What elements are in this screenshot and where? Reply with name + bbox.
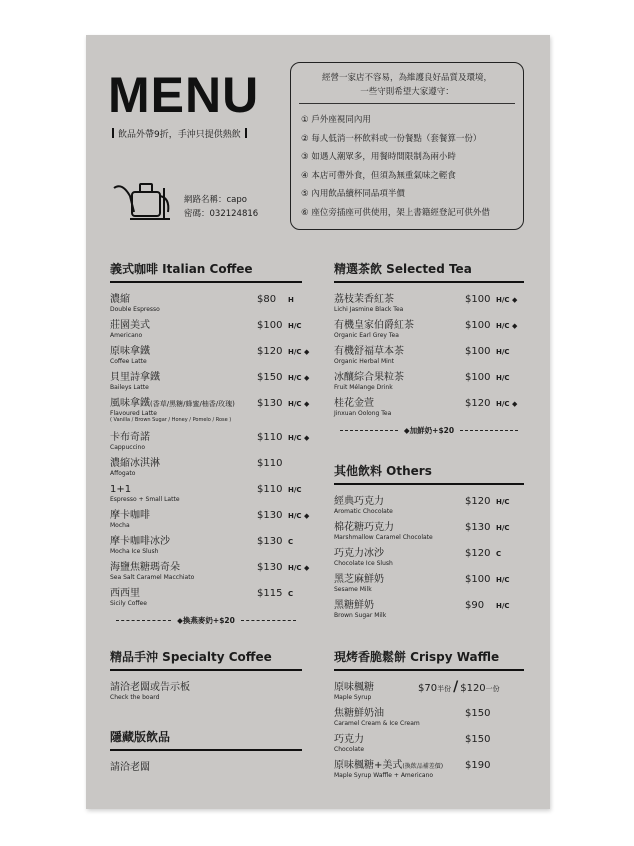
item-tag: H/C bbox=[496, 576, 510, 584]
item-english: Organic Herbal Mint bbox=[334, 358, 394, 365]
item-name: 桂花金萱 bbox=[334, 398, 374, 409]
item-tag: H/C bbox=[496, 374, 510, 382]
wifi-info bbox=[184, 193, 258, 221]
item-english: Sesame Milk bbox=[334, 586, 372, 593]
rules-box bbox=[290, 62, 524, 230]
menu-item bbox=[334, 397, 524, 423]
item-name: 經典巧克力 bbox=[334, 496, 384, 507]
item-price: $100 bbox=[465, 372, 491, 383]
item-tag: H/C ◆ bbox=[496, 322, 518, 330]
item-price: $130 bbox=[257, 398, 283, 409]
item-price: $100 bbox=[465, 574, 491, 585]
item-name: 西西里 bbox=[110, 588, 140, 599]
menu-item bbox=[110, 561, 310, 587]
item-tag: H/C ◆ bbox=[288, 400, 310, 408]
item-english: Cappuccino bbox=[110, 444, 146, 451]
menu-item bbox=[110, 293, 302, 319]
item-english: Maple Syrup bbox=[334, 694, 372, 701]
menu-item bbox=[110, 457, 302, 483]
menu-item bbox=[334, 371, 524, 397]
menu-card bbox=[86, 35, 550, 809]
menu-item bbox=[334, 345, 524, 371]
menu-title: MENU bbox=[108, 67, 260, 123]
wifi-name: 網路名稱：capo bbox=[184, 195, 247, 205]
menu-item bbox=[334, 733, 524, 759]
divider bbox=[110, 669, 302, 671]
menu-item bbox=[334, 547, 524, 573]
item-price: $130 bbox=[465, 522, 491, 533]
item-price: $100 bbox=[257, 320, 283, 331]
item-name: 巧克力冰沙 bbox=[334, 548, 384, 559]
divider bbox=[299, 103, 515, 104]
item-name bbox=[110, 397, 235, 411]
divider: / bbox=[453, 679, 459, 695]
item-price: $130 bbox=[257, 562, 283, 573]
item-tag: H/C ◆ bbox=[288, 348, 310, 356]
divider bbox=[110, 749, 302, 751]
kettle-icon bbox=[112, 178, 174, 222]
item-price: $130 bbox=[257, 510, 283, 521]
menu-item bbox=[334, 759, 524, 785]
menu-item bbox=[110, 397, 310, 429]
divider bbox=[340, 430, 398, 431]
divider bbox=[241, 620, 296, 621]
item-price: $115 bbox=[257, 588, 283, 599]
item-price: $110 bbox=[257, 484, 283, 495]
item-price: $150 bbox=[465, 708, 491, 719]
menu-item bbox=[334, 599, 524, 625]
item-english: Sea Salt Caramel Macchiato bbox=[110, 574, 195, 581]
section-title: 精選茶飲 Selected Tea bbox=[334, 262, 472, 276]
item-english: Caramel Cream & Ice Cream bbox=[334, 720, 420, 727]
section-others bbox=[334, 463, 524, 635]
item-english: Sicily Coffee bbox=[110, 600, 147, 607]
item-flavours: (香草/黑糖/蜂蜜/柚香/玫瑰) bbox=[150, 400, 235, 408]
menu-item bbox=[334, 293, 524, 319]
item-name bbox=[334, 759, 443, 773]
section-title: 隱藏版飲品 bbox=[110, 730, 171, 744]
section-hidden-drinks bbox=[110, 729, 302, 775]
section-specialty-coffee bbox=[110, 649, 302, 709]
item-tag: H/C ◆ bbox=[288, 512, 310, 520]
item-name: 黑芝麻鮮奶 bbox=[334, 574, 384, 585]
item-english: Flavoured Latte bbox=[110, 410, 157, 417]
tagline-text: 飲品外帶9折，手沖只提供熱飲 bbox=[118, 130, 241, 140]
divider bbox=[110, 281, 302, 283]
item-name: 1+1 bbox=[110, 484, 132, 495]
item-english: Lichi Jasmine Black Tea bbox=[334, 306, 404, 313]
item-english: Chocolate Ice Slush bbox=[334, 560, 393, 567]
price-full: $120 bbox=[460, 683, 486, 694]
item-name: 荔枝茉香紅茶 bbox=[334, 294, 394, 305]
price-half-label: 半份 bbox=[437, 685, 452, 693]
specialty-note-english: Check the board bbox=[110, 694, 160, 701]
item-english: Fruit Mélange Drink bbox=[334, 384, 393, 391]
item-english: Mocha bbox=[110, 522, 130, 529]
menu-item bbox=[334, 521, 524, 547]
item-name: 黑糖鮮奶 bbox=[334, 600, 374, 611]
divider bbox=[112, 128, 114, 138]
item-name: 海鹽焦糖瑪奇朵 bbox=[110, 562, 180, 573]
item-name: 貝里詩拿鐵 bbox=[110, 372, 160, 383]
item-english: Baileys Latte bbox=[110, 384, 149, 391]
menu-item bbox=[110, 319, 302, 345]
item-english: Chocolate bbox=[334, 746, 365, 753]
wifi-password: 密碼：032124816 bbox=[184, 209, 259, 219]
item-english: Jinxuan Oolong Tea bbox=[334, 410, 392, 417]
item-tag: H/C bbox=[496, 348, 510, 356]
menu-item bbox=[110, 483, 302, 509]
item-english: Marshmallow Caramel Chocolate bbox=[334, 534, 433, 541]
item-tag: H bbox=[288, 296, 294, 304]
item-price: $90 bbox=[465, 600, 485, 611]
section-crispy-waffle bbox=[334, 649, 524, 799]
item-name: 濃縮冰淇淋 bbox=[110, 458, 160, 469]
item-tag: H/C ◆ bbox=[288, 374, 310, 382]
rule-item: ⑥ 座位旁插座可供使用，架上書籍經登記可供外借 bbox=[301, 207, 490, 218]
item-english: Organic Earl Grey Tea bbox=[334, 332, 399, 339]
item-tag: H/C bbox=[288, 322, 302, 330]
item-english: Coffee Latte bbox=[110, 358, 147, 365]
item-price: $80 bbox=[257, 294, 277, 305]
item-tag: C bbox=[496, 550, 502, 558]
item-english-detail: ( Vanilla / Brown Sugar / Honey / Pomelo / Rose ) bbox=[110, 417, 232, 423]
menu-item bbox=[334, 681, 524, 707]
rules-list bbox=[301, 111, 490, 223]
item-price: $150 bbox=[465, 734, 491, 745]
item-name: 原味楓糖 bbox=[334, 682, 374, 693]
item-price: $120 bbox=[465, 548, 491, 559]
item-english: Espresso + Small Latte bbox=[110, 496, 180, 503]
rule-item: ② 每人低消一杯飲料或一份餐點（套餐算一份） bbox=[301, 133, 482, 144]
item-price: $120 bbox=[465, 398, 491, 409]
hidden-note: 請洽老闆 bbox=[110, 762, 150, 773]
menu-item bbox=[334, 319, 524, 345]
rules-intro bbox=[291, 71, 523, 99]
menu-item bbox=[110, 431, 310, 457]
item-tag: H/C bbox=[496, 524, 510, 532]
item-price: $100 bbox=[465, 346, 491, 357]
item-tag: H/C bbox=[496, 602, 510, 610]
rule-item: ⑤ 內用飲品續杯同品項半價 bbox=[301, 189, 405, 200]
item-price: $150 bbox=[257, 372, 283, 383]
menu-item bbox=[334, 707, 524, 733]
item-name: 冰釀綜合果粒茶 bbox=[334, 372, 404, 383]
item-price: $100 bbox=[465, 294, 491, 305]
item-english: Mocha Ice Slush bbox=[110, 548, 159, 555]
item-english: Brown Sugar Milk bbox=[334, 612, 387, 619]
rule-item: ③ 如遇人潮眾多，用餐時間限制為兩小時 bbox=[301, 152, 456, 163]
price-half: $70 bbox=[418, 683, 438, 694]
item-name-text: 風味拿鐵 bbox=[110, 398, 150, 409]
item-name: 原味拿鐵 bbox=[110, 346, 150, 357]
item-tag: C bbox=[288, 590, 294, 598]
section-selected-tea bbox=[334, 261, 524, 441]
item-name: 卡布奇諾 bbox=[110, 432, 150, 443]
item-name-text: 原味楓糖+美式 bbox=[334, 760, 403, 771]
section-italian-coffee bbox=[110, 261, 310, 631]
rule-item: ④ 本店可帶外食，但須為無重氣味之輕食 bbox=[301, 170, 456, 181]
item-english: Americano bbox=[110, 332, 143, 339]
item-price: $110 bbox=[257, 432, 283, 443]
menu-item bbox=[334, 573, 524, 599]
item-name: 摩卡咖啡 bbox=[110, 510, 150, 521]
item-price: $110 bbox=[257, 458, 283, 469]
item-name: 莊園美式 bbox=[110, 320, 150, 331]
item-tag: H/C ◆ bbox=[288, 564, 310, 572]
section-title: 其他飲料 Others bbox=[334, 464, 432, 478]
section-title: 義式咖啡 Italian Coffee bbox=[110, 262, 253, 276]
divider bbox=[245, 128, 247, 138]
item-name: 有機皇家伯爵紅茶 bbox=[334, 320, 414, 331]
menu-item bbox=[110, 535, 302, 561]
footer-note: ◆換燕麥奶+$20 bbox=[177, 616, 235, 625]
menu-item bbox=[110, 345, 310, 371]
item-price bbox=[418, 681, 500, 696]
rule-item: ① 戶外座視同內用 bbox=[301, 115, 371, 125]
item-name: 巧克力 bbox=[334, 734, 364, 745]
item-price: $190 bbox=[465, 760, 491, 771]
rules-intro-line: 一些守則希望大家遵守： bbox=[360, 87, 454, 97]
item-price: $120 bbox=[465, 496, 491, 507]
tagline bbox=[108, 128, 251, 141]
item-tag: H/C ◆ bbox=[288, 434, 310, 442]
item-tag: H/C ◆ bbox=[496, 296, 518, 304]
item-name: 棉花糖巧克力 bbox=[334, 522, 394, 533]
footer-note: ◆加鮮奶+$20 bbox=[403, 426, 455, 435]
price-full-label: 一份 bbox=[485, 685, 500, 693]
item-price: $130 bbox=[257, 536, 283, 547]
item-price: $100 bbox=[465, 320, 491, 331]
item-english: Maple Syrup Waffle + Americano bbox=[334, 772, 434, 779]
item-tag: H/C ◆ bbox=[496, 400, 518, 408]
menu-item bbox=[110, 509, 310, 535]
specialty-note: 請洽老闆或告示板 bbox=[110, 682, 190, 693]
section-footer bbox=[110, 615, 302, 626]
divider bbox=[116, 620, 171, 621]
item-english: Double Espresso bbox=[110, 306, 160, 313]
item-name: 濃縮 bbox=[110, 294, 130, 305]
divider bbox=[460, 430, 518, 431]
divider bbox=[334, 483, 524, 485]
divider bbox=[334, 281, 524, 283]
item-price: $120 bbox=[257, 346, 283, 357]
item-note: (換飲品補差價) bbox=[402, 763, 444, 770]
section-title: 精品手沖 Specialty Coffee bbox=[110, 650, 272, 664]
item-tag: H/C bbox=[496, 498, 510, 506]
divider bbox=[334, 669, 524, 671]
section-footer bbox=[334, 425, 524, 436]
item-tag: C bbox=[288, 538, 294, 546]
section-title: 現烤香脆鬆餅 Crispy Waffle bbox=[334, 650, 500, 664]
menu-item bbox=[334, 495, 524, 521]
item-name: 有機舒福草本茶 bbox=[334, 346, 404, 357]
rules-intro-line: 經營一家店不容易，為維護良好品質及環境， bbox=[321, 73, 492, 83]
item-tag: H/C bbox=[288, 486, 302, 494]
menu-item bbox=[110, 587, 302, 613]
item-name: 焦糖鮮奶油 bbox=[334, 708, 384, 719]
item-english: Aromatic Chocolate bbox=[334, 508, 393, 515]
item-name: 摩卡咖啡冰沙 bbox=[110, 536, 170, 547]
menu-item bbox=[110, 371, 310, 397]
item-english: Affogato bbox=[110, 470, 136, 477]
